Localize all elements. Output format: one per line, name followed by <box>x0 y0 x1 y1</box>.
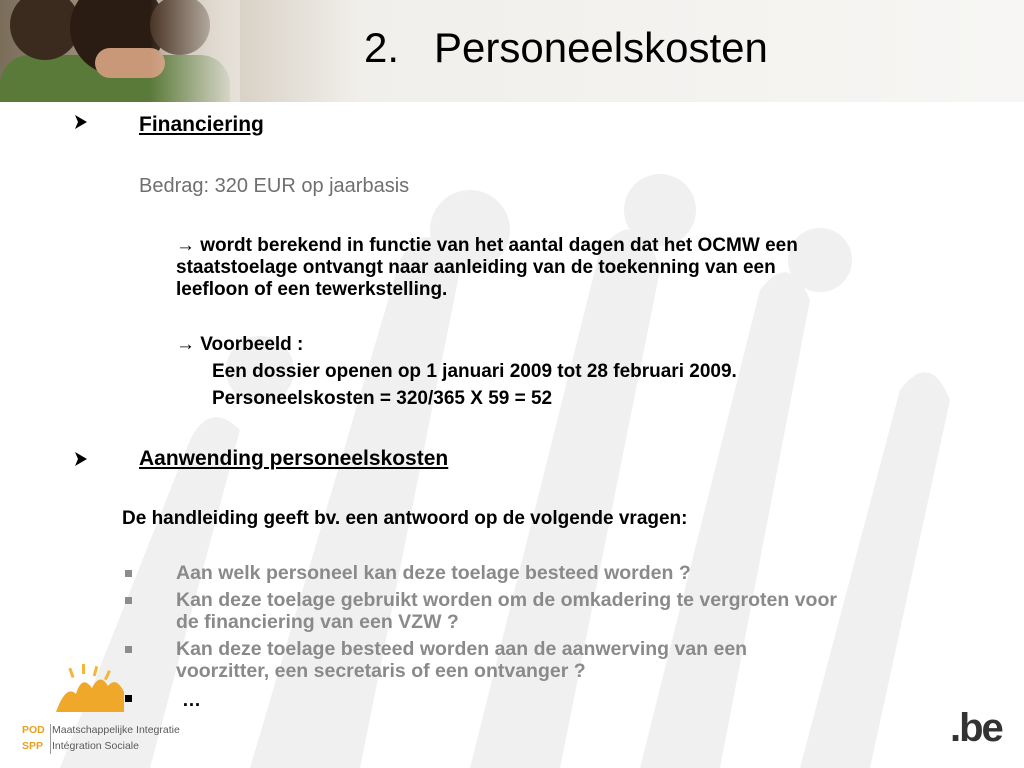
explanation-line: staatstoelage ontvangt naar aanleiding van de toekenning van een <box>176 257 776 278</box>
square-bullet-icon <box>125 570 132 577</box>
slide-title <box>364 24 768 72</box>
example-line: Personeelskosten = 320/365 X 59 = 52 <box>212 388 553 409</box>
header-photo <box>0 0 240 102</box>
question-item: Kan deze toelage gebruikt worden om de omkadering te vergroten voor <box>176 589 837 611</box>
org-name-block <box>22 722 180 754</box>
square-bullet-icon <box>125 597 132 604</box>
example-line: Een dossier openen op 1 januari 2009 tot 28 februari 2009. <box>212 361 737 382</box>
question-item: voorzitter, een secretaris of een ontvanger ? <box>176 660 586 682</box>
question-item: … <box>182 690 201 711</box>
amount-text: Bedrag: 320 EUR op jaarbasis <box>139 175 410 197</box>
square-bullet-icon <box>125 646 132 653</box>
be-logo: .be <box>950 706 1002 750</box>
arrow-bullet-icon <box>74 451 88 472</box>
section-heading-aanwending: Aanwending personeelskosten <box>139 447 449 470</box>
explanation-line: leefloon of een tewerkstelling. <box>176 279 448 300</box>
arrow-bullet-icon <box>74 114 88 135</box>
title-number: 2. <box>364 24 400 71</box>
pod-mi-logo-icon <box>56 664 126 714</box>
org-abbr: POD <box>22 724 45 736</box>
question-item: de financiering van een VZW ? <box>176 611 459 633</box>
title-text: Personeelskosten <box>434 24 768 71</box>
question-item: Aan welk personeel kan deze toelage besteed worden ? <box>176 562 691 584</box>
org-name: Intégration Sociale <box>52 740 139 752</box>
explanation-line: → wordt berekend in functie van het aantal dagen dat het OCMW een <box>176 235 798 256</box>
question-item: Kan deze toelage besteed worden aan de aanwerving van een <box>176 638 748 660</box>
section-heading-financiering: Financiering <box>139 113 264 136</box>
example-label: → Voorbeeld : <box>176 334 304 355</box>
intro-text: De handleiding geeft bv. een antwoord op de volgende vragen: <box>122 508 688 529</box>
org-name: Maatschappelijke Integratie <box>52 724 180 736</box>
square-bullet-icon <box>125 695 132 702</box>
org-abbr: SPP <box>22 740 44 752</box>
